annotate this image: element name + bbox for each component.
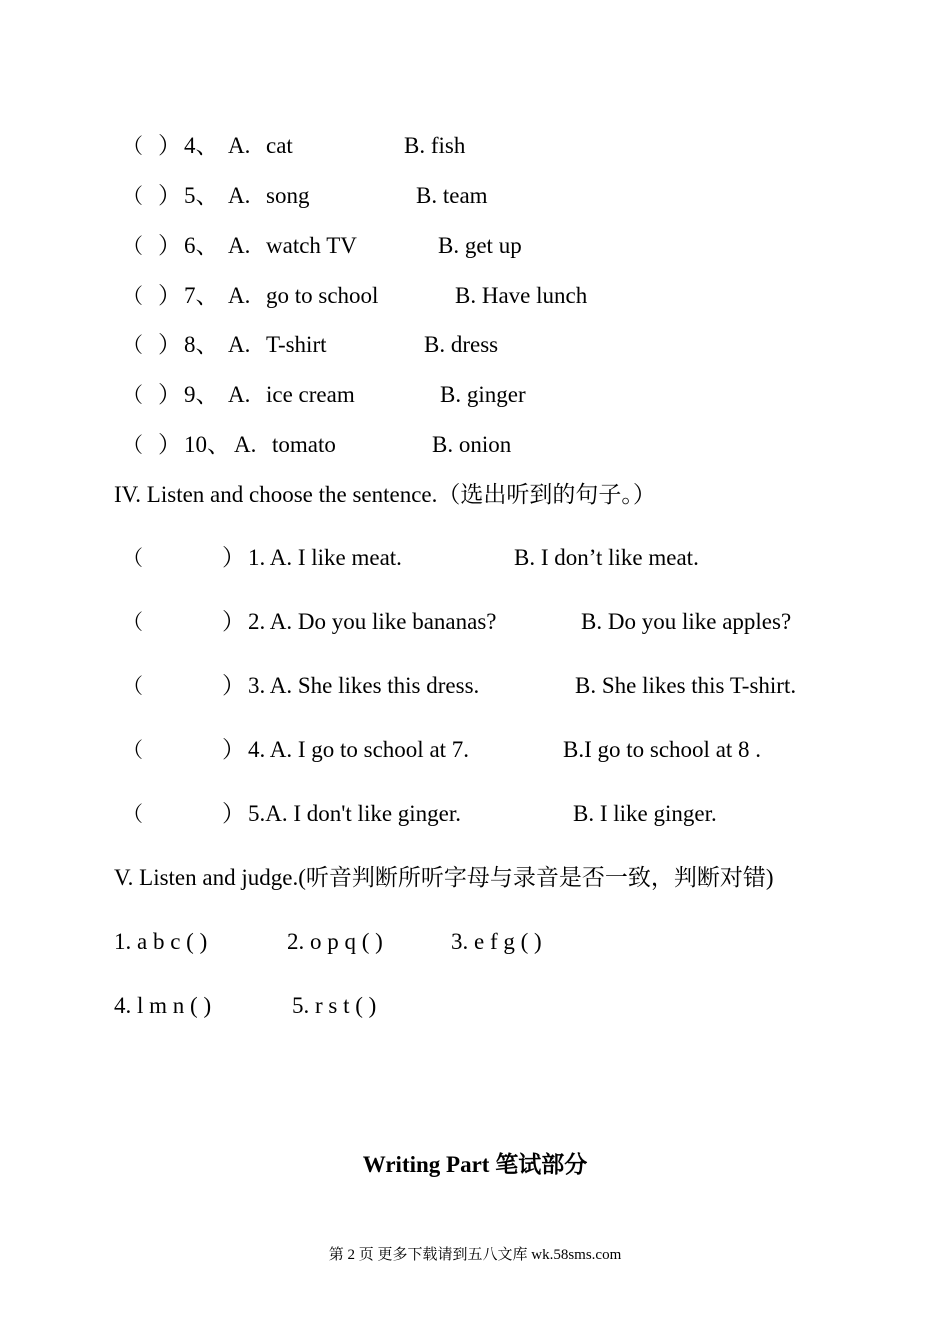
item-number: 6、 <box>184 233 219 258</box>
option-a-label: A. <box>228 382 251 407</box>
answer-paren-close: ） <box>222 609 245 634</box>
option-a-text: watch TV <box>266 233 357 258</box>
answer-paren-close: ） <box>222 737 245 762</box>
judge-item: 1. a b c ( ) <box>114 929 208 954</box>
answer-paren-open: （ <box>122 134 143 158</box>
answer-paren-open: （ <box>122 674 143 698</box>
answer-paren-close: ） <box>158 432 181 457</box>
option-b-text: B. dress <box>424 332 499 357</box>
answer-paren-close: ） <box>158 382 181 407</box>
writing-part-title: Writing Part 笔试部分 <box>362 1152 588 1177</box>
answer-paren-open: （ <box>122 184 143 208</box>
option-a-label: A. <box>228 183 251 208</box>
answer-paren-close: ） <box>158 233 181 258</box>
option-a-label: A. <box>228 332 251 357</box>
option-a-label: A. <box>228 133 251 158</box>
option-b-text: B. Have lunch <box>455 283 588 308</box>
option-b-text: B. get up <box>438 233 522 258</box>
item-number: 9、 <box>184 382 219 407</box>
option-b-text: B. onion <box>432 432 512 457</box>
option-b-text: B.I go to school at 8 . <box>563 737 762 762</box>
answer-paren-open: （ <box>122 284 143 308</box>
option-b-text: B. ginger <box>440 382 526 407</box>
option-a-text: 3. A. She likes this dress. <box>248 673 480 698</box>
item-number: 4、 <box>184 133 219 158</box>
item-number: 7、 <box>184 283 219 308</box>
option-b-text: B. team <box>416 183 488 208</box>
option-a-text: ice cream <box>266 382 355 407</box>
answer-paren-close: ） <box>222 801 245 826</box>
item-number: 5、 <box>184 183 219 208</box>
section4-heading: IV. Listen and choose the sentence.（选出听到的句子。） <box>114 482 656 507</box>
option-b-text: B. Do you like apples? <box>581 609 792 634</box>
answer-paren-open: （ <box>122 610 143 634</box>
answer-paren-open: （ <box>122 802 143 826</box>
option-a-text: 5.A. I don't like ginger. <box>248 801 462 826</box>
option-a-text: 2. A. Do you like bananas? <box>248 609 497 634</box>
option-a-label: A. <box>228 283 251 308</box>
option-a-label: A. <box>228 233 251 258</box>
answer-paren-close: ） <box>158 332 181 357</box>
answer-paren-close: ） <box>222 673 245 698</box>
section5-heading: V. Listen and judge.(听音判断所听字母与录音是否一致，判断对错) <box>114 865 774 890</box>
option-a-text: T-shirt <box>266 332 327 357</box>
answer-paren-open: （ <box>122 546 143 570</box>
page-footer: 第 2 页 更多下载请到五八文库 wk.58sms.com <box>328 1247 622 1263</box>
option-b-text: B. fish <box>404 133 466 158</box>
option-a-text: go to school <box>266 283 379 308</box>
answer-paren-close: ） <box>222 545 245 570</box>
judge-item: 4. l m n ( ) <box>114 993 212 1018</box>
option-a-text: song <box>266 183 310 208</box>
option-a-text: tomato <box>272 432 336 457</box>
option-b-text: B. She likes this T-shirt. <box>575 673 797 698</box>
item-number: 8、 <box>184 332 219 357</box>
answer-paren-open: （ <box>122 383 143 407</box>
answer-paren-open: （ <box>122 234 143 258</box>
answer-paren-close: ） <box>158 183 181 208</box>
item-number: 10、 <box>184 432 230 457</box>
option-b-text: B. I like ginger. <box>573 801 717 826</box>
option-a-text: cat <box>266 133 293 158</box>
answer-paren-close: ） <box>158 133 181 158</box>
answer-paren-open: （ <box>122 433 143 457</box>
option-a-label: A. <box>234 432 257 457</box>
judge-item: 5. r s t ( ) <box>292 993 377 1018</box>
judge-item: 3. e f g ( ) <box>451 929 542 954</box>
option-b-text: B. I don’t like meat. <box>514 545 699 570</box>
answer-paren-open: （ <box>122 333 143 357</box>
option-a-text: 1. A. I like meat. <box>248 545 402 570</box>
judge-item: 2. o p q ( ) <box>287 929 383 954</box>
answer-paren-open: （ <box>122 738 143 762</box>
option-a-text: 4. A. I go to school at 7. <box>248 737 470 762</box>
answer-paren-close: ） <box>158 283 181 308</box>
